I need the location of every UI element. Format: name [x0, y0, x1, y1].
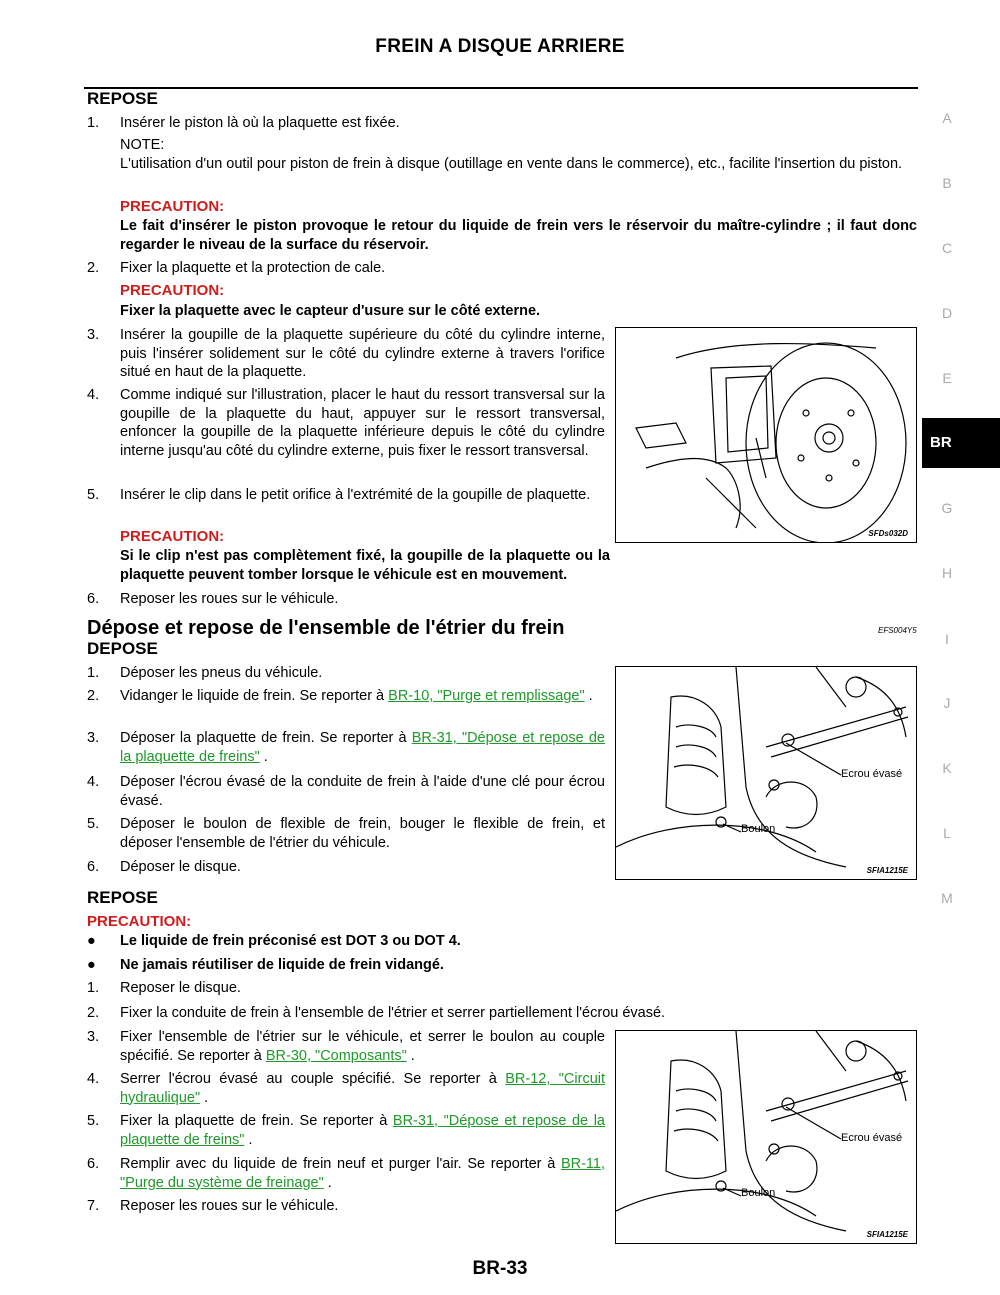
bullet-text: Ne jamais réutiliser de liquide de frein vidangé.: [120, 957, 444, 973]
list-item: [87, 326, 605, 382]
list-item: [87, 858, 605, 877]
precaution-label: PRECAUTION:: [87, 913, 192, 930]
step-text: Fixer la plaquette de frein. Se reporter à BR-31, "Dépose et repose de la plaquette de freins" .: [120, 1113, 605, 1148]
side-letter-j[interactable]: J: [943, 695, 951, 711]
precaution-label: PRECAUTION:: [120, 198, 225, 215]
step-number: 2.: [87, 1005, 100, 1021]
side-letter-e[interactable]: E: [942, 370, 952, 386]
side-letter-b[interactable]: B: [942, 175, 952, 191]
page-title: FREIN A DISQUE ARRIERE: [375, 36, 625, 57]
list-item: [87, 932, 917, 951]
page-number: BR-33: [472, 1258, 528, 1279]
step-number: 3.: [87, 1029, 100, 1045]
step-number: 5.: [87, 487, 100, 503]
caliper-removal-figure: [615, 666, 917, 880]
step-text: Serrer l'écrou évasé au couple spécifié. Se reporter à BR-12, "Circuit hydraulique" .: [120, 1071, 606, 1106]
repose-heading: REPOSE: [87, 89, 158, 108]
list-item: [87, 590, 917, 609]
list-item: [87, 1028, 605, 1065]
precaution-text: Le fait d'insérer le piston provoque le retour du liquide de frein vers le réservoir du maître-cylindre ; il faut donc regarder le niveau de la surface du réservoir.: [120, 218, 917, 253]
note-text: L'utilisation d'un outil pour piston de frein à disque (outillage en vente dans le commerce), etc., facilite l'insertion du piston.: [120, 156, 903, 172]
step-text: Reposer le disque.: [120, 980, 241, 996]
step-number: 4.: [87, 774, 100, 790]
list-item: [87, 687, 605, 706]
repose-heading-2: REPOSE: [87, 888, 158, 907]
bolt-label: Boulon: [741, 823, 776, 835]
side-letter-l[interactable]: L: [943, 825, 951, 841]
step-text: Remplir avec du liquide de frein neuf et purger l'air. Se reporter à BR-11, "Purge du système de freinage" .: [120, 1156, 605, 1191]
list-item: [87, 1004, 917, 1023]
step-number: 1.: [87, 665, 100, 681]
list-item: [87, 259, 917, 278]
bullet-icon: ●: [87, 933, 96, 949]
caliper-install-figure: [615, 1030, 917, 1244]
cross-reference-link[interactable]: BR-11, "Purge du système de freinage": [120, 1156, 605, 1191]
figure-code: SFDs032D: [868, 529, 908, 538]
step-text: Insérer le clip dans le petit orifice à l'extrémité de la goupille de plaquette.: [120, 487, 591, 503]
cross-reference-link[interactable]: BR-31, "Dépose et repose de la plaquette de freins": [120, 730, 605, 765]
step-number: 4.: [87, 1071, 100, 1087]
step-text: Vidanger le liquide de frein. Se reporter à BR-10, "Purge et remplissage" .: [120, 688, 593, 704]
list-item: [87, 1197, 605, 1216]
step-number: 2.: [87, 688, 100, 704]
step-text: Déposer la plaquette de frein. Se reporter à BR-31, "Dépose et repose de la plaquette de freins" .: [120, 730, 605, 765]
step-text: Insérer le piston là où la plaquette est fixée.: [120, 115, 400, 131]
list-item: [87, 1155, 605, 1192]
step-text: Déposer l'écrou évasé de la conduite de frein à l'aide d'une clé pour écrou évasé.: [120, 774, 605, 809]
precaution-text: Si le clip n'est pas complètement fixé, la goupille de la plaquette ou la plaquette peuvent tomber lorsque le véhicule est en mouvement.: [120, 548, 610, 583]
side-letter-h[interactable]: H: [941, 565, 953, 581]
note-label: NOTE:: [120, 137, 165, 153]
side-tab-br-active[interactable]: BR: [922, 418, 1000, 468]
list-item: [87, 815, 605, 852]
bullet-text: Le liquide de frein préconisé est DOT 3 ou DOT 4.: [120, 933, 461, 949]
side-letter-c[interactable]: C: [941, 240, 953, 256]
step-number: 7.: [87, 1198, 100, 1214]
figure-code: SFIA1215E: [866, 866, 908, 875]
step-text: Déposer les pneus du véhicule.: [120, 665, 323, 681]
step-text: Reposer les roues sur le véhicule.: [120, 1198, 339, 1214]
side-letter-d[interactable]: D: [941, 305, 953, 321]
step-number: 6.: [87, 591, 100, 607]
caliper-illustration: [616, 328, 916, 542]
side-letter-g[interactable]: G: [941, 500, 953, 516]
step-number: 5.: [87, 1113, 100, 1129]
section-code: EFS004Y5: [878, 626, 917, 635]
step-number: 5.: [87, 816, 100, 832]
step-text: Comme indiqué sur l'illustration, placer le haut du ressort transversal sur la goupille de la plaquette du haut, appuyer sur le ressort transversal, enfoncer la goupille de la plaquette inférieure depuis le côté du cylindre interne jusqu'au côté du cylindre externe, puis fixer le ressort transversal.: [120, 387, 605, 459]
list-item: [87, 729, 605, 766]
depose-heading: DEPOSE: [87, 639, 158, 658]
list-item: [87, 486, 605, 505]
step-text: Déposer le boulon de flexible de frein, bouger le flexible de frein, et déposer l'ensemble de l'étrier du véhicule.: [120, 816, 605, 851]
figure-code: SFIA1215E: [866, 1230, 908, 1239]
step-text: Fixer la conduite de frein à l'ensemble de l'étrier et serrer partiellement l'écrou évasé.: [120, 1005, 666, 1021]
list-item: [87, 1112, 605, 1149]
step-text: Fixer l'ensemble de l'étrier sur le véhicule, et serrer le boulon au couple spécifié. Se reporter à BR-30, "Composants" .: [120, 1029, 605, 1064]
step-number: 1.: [87, 115, 100, 131]
step-text: Insérer la goupille de la plaquette supérieure du côté du cylindre interne, puis l'insérer solidement sur le côté du cylindre externe à travers l'orifice situé en haut de la plaquette.: [120, 327, 605, 380]
list-item: [87, 114, 917, 133]
step-number: 3.: [87, 730, 100, 746]
list-item: [87, 664, 605, 683]
step-number: 1.: [87, 980, 100, 996]
step-number: 6.: [87, 1156, 100, 1172]
title-rule: [84, 87, 918, 89]
bullet-icon: ●: [87, 957, 96, 973]
step-number: 3.: [87, 327, 100, 343]
list-item: [87, 386, 605, 460]
precaution-text: Fixer la plaquette avec le capteur d'usure sur le côté externe.: [120, 303, 541, 319]
step-number: 4.: [87, 387, 100, 403]
flare-nut-label: Ecrou évasé: [841, 1132, 903, 1144]
section-title: Dépose et repose de l'ensemble de l'étrier du frein: [87, 617, 565, 639]
side-letter-m[interactable]: M: [941, 890, 953, 906]
precaution-label: PRECAUTION:: [120, 282, 225, 299]
bolt-label: Boulon: [741, 1187, 776, 1199]
step-number: 2.: [87, 260, 100, 276]
step-number: 6.: [87, 859, 100, 875]
list-item: [87, 979, 917, 998]
side-letter-k[interactable]: K: [942, 760, 952, 776]
step-text: Reposer les roues sur le véhicule.: [120, 591, 339, 607]
list-item: [87, 956, 917, 975]
step-text: Déposer le disque.: [120, 859, 241, 875]
side-letter-a[interactable]: A: [942, 110, 952, 126]
list-item: [87, 773, 605, 810]
cross-reference-link[interactable]: BR-12, "Circuit hydraulique": [120, 1071, 606, 1106]
side-letter-i[interactable]: I: [945, 631, 949, 647]
cross-reference-link[interactable]: BR-30, "Composants": [265, 1047, 407, 1064]
cross-reference-link[interactable]: BR-31, "Dépose et repose de la plaquette de freins": [120, 1113, 605, 1148]
list-item: [87, 1070, 605, 1107]
cross-reference-link[interactable]: BR-10, "Purge et remplissage": [388, 688, 585, 704]
flare-nut-label: Ecrou évasé: [841, 768, 903, 780]
caliper-pad-figure: [615, 327, 917, 543]
step-text: Fixer la plaquette et la protection de cale.: [120, 260, 386, 276]
precaution-label: PRECAUTION:: [120, 528, 225, 545]
